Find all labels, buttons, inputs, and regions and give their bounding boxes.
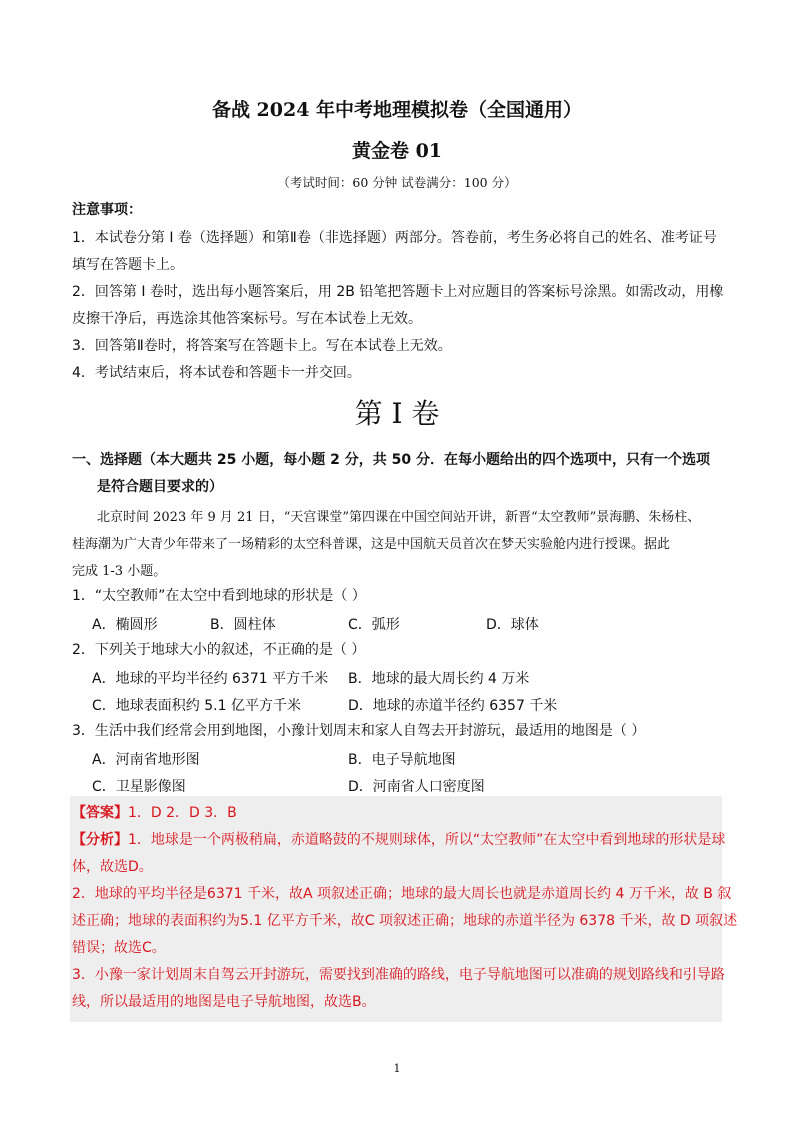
page-number: 1 — [393, 1062, 401, 1075]
analysis-line: 错误；故选C。 — [72, 940, 166, 956]
answer-option: C．地球表面积约 5.1 亿平方千米 — [92, 698, 301, 714]
passage-line: 北京时间 2023 年 9 月 21 日，“天宫课堂”第四课在中国空间站开讲，新晋“太空教师”景海鹏、朱杨柱、 — [97, 510, 701, 525]
analysis-text: 1．地球是一个两极稍扁，赤道略鼓的不规则球体，所以“太空教师”在太空中看到地球的形状是球 — [128, 832, 726, 848]
question-stem: 1．“太空教师”在太空中看到地球的形状是（ ） — [72, 588, 366, 604]
analysis-line: 述正确；地球的表面积约为5.1 亿平方千米，故C 项叙述正确；地球的赤道半径为 6378 千米，故 D 项叙述 — [72, 913, 738, 929]
document-subtitle: 黄金卷 01 — [351, 140, 443, 162]
analysis-line: 3．小豫一家计划周末自驾云开封游玩，需要找到准确的路线，电子导航地图可以准确的规划路线和引导路 — [72, 967, 725, 983]
analysis-line: 2．地球的平均半径是6371 千米，故A 项叙述正确；地球的最大周长也就是赤道周长约 4 万千米，故 B 叙 — [72, 886, 732, 902]
section-title: 第 I 卷 — [354, 397, 440, 430]
analysis-line: 体，故选D。 — [72, 859, 153, 875]
analysis-line — [72, 831, 725, 849]
answer-option: D．地球的赤道半径约 6357 千米 — [348, 698, 558, 714]
exam-info: （考试时间：60 分钟 试卷满分：100 分） — [277, 175, 517, 190]
notice-line: 3．回答第Ⅱ卷时，将答案写在答题卡上。写在本试卷上无效。 — [72, 338, 452, 354]
answer-option: B．圆柱体 — [210, 617, 276, 633]
answer-option: D．球体 — [486, 617, 539, 633]
passage-line: 完成 1-3 小题。 — [72, 564, 167, 579]
passage-line: 桂海潮为广大青少年带来了一场精彩的太空科普课，这是中国航天员首次在梦天实验舱内进行授课。据此 — [72, 537, 671, 552]
answer-analysis-box — [70, 796, 722, 1022]
analysis-label: 【分析】 — [72, 832, 128, 848]
notice-line: 1．本试卷分第 I 卷（选择题）和第Ⅱ卷（非选择题）两部分。答卷前，考生务必将自己的姓名、准考证号 — [72, 230, 717, 246]
answer-values: 1．D 2．D 3．B — [128, 805, 237, 821]
answer-option: B．地球的最大周长约 4 万米 — [348, 671, 530, 687]
section-heading: 是符合题目要求的） — [97, 479, 223, 495]
answer-option: C．卫星影像图 — [92, 779, 186, 795]
notice-line: 皮擦干净后，再选涂其他答案标号。写在本试卷上无效。 — [72, 311, 422, 327]
answer-line — [72, 804, 237, 822]
notice-heading: 注意事项： — [72, 202, 142, 218]
answer-option: A．椭圆形 — [92, 617, 158, 633]
notice-line: 填写在答题卡上。 — [72, 257, 184, 273]
notice-line: 4．考试结束后，将本试卷和答题卡一并交回。 — [72, 365, 361, 381]
section-heading: 一、选择题（本大题共 25 小题，每小题 2 分，共 50 分．在每小题给出的四个选项中，只有一个选项 — [72, 452, 710, 468]
answer-label: 【答案】 — [72, 805, 128, 821]
question-stem: 2．下列关于地球大小的叙述，不正确的是（ ） — [72, 642, 366, 658]
analysis-line: 线，所以最适用的地图是电子导航地图，故选B。 — [72, 994, 376, 1010]
notice-line: 2．回答第 I 卷时，选出每小题答案后，用 2B 铅笔把答题卡上对应题目的答案标号涂黑。如需改动，用橡 — [72, 284, 724, 300]
question-stem: 3．生活中我们经常会用到地图，小豫计划周末和家人自驾去开封游玩，最适用的地图是（ ） — [72, 723, 646, 739]
answer-option: A．河南省地形图 — [92, 752, 200, 768]
answer-option: D．河南省人口密度图 — [348, 779, 485, 795]
answer-option: C．弧形 — [348, 617, 400, 633]
document-title: 备战 2024 年中考地理模拟卷（全国通用） — [211, 99, 583, 121]
answer-option: A．地球的平均半径约 6371 平方千米 — [92, 671, 329, 687]
answer-option: B．电子导航地图 — [348, 752, 456, 768]
